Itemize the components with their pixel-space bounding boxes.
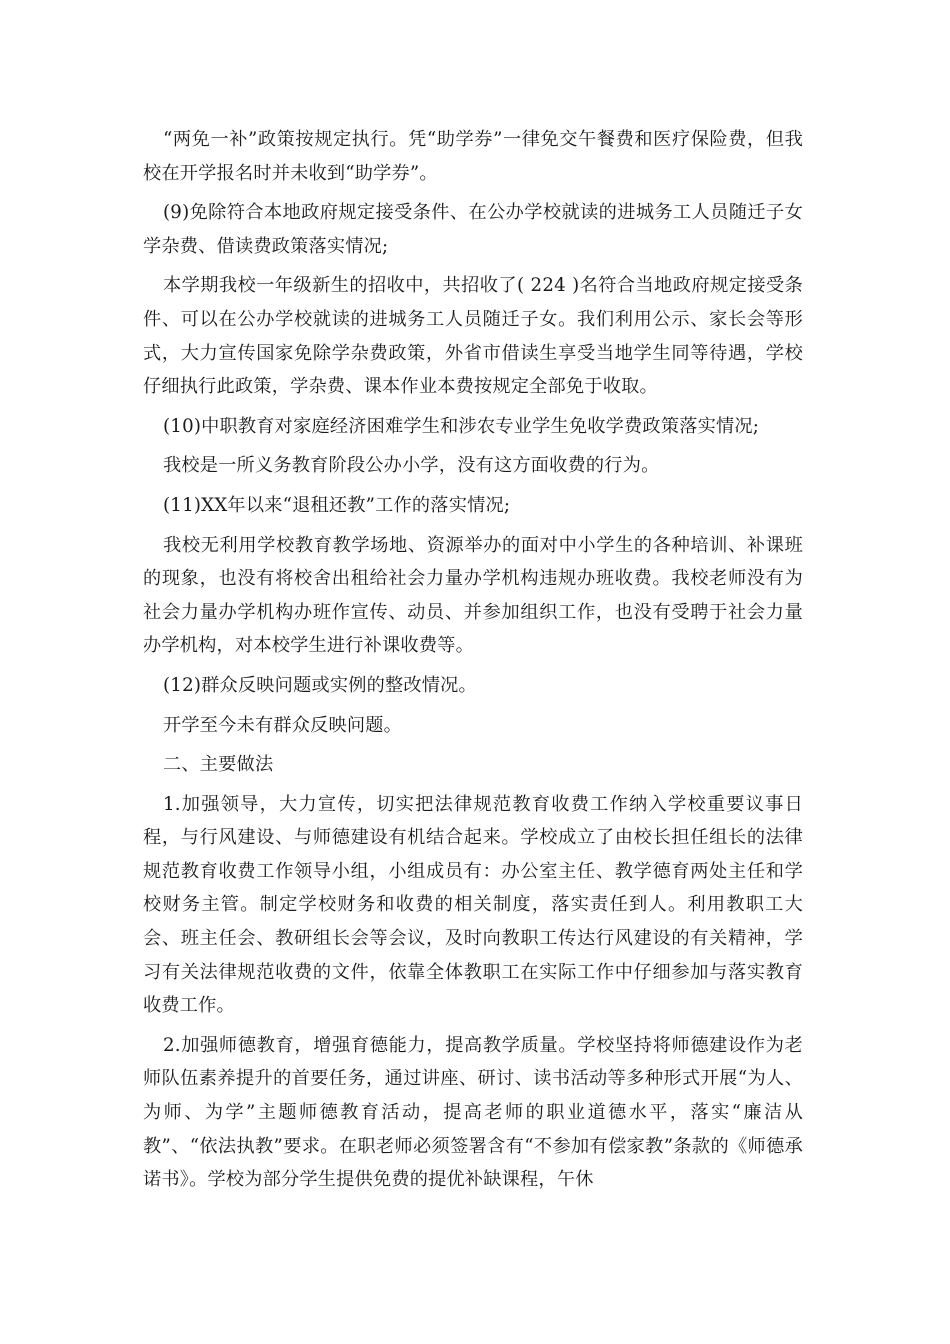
paragraph: (9)免除符合本地政府规定接受条件、在公办学校就读的进城务工人员随迁子女学杂费、借读费政策落实情况; bbox=[143, 202, 803, 257]
paragraph: (12)群众反映问题或实例的整改情况。 bbox=[163, 674, 477, 696]
section-heading: 二、主要做法 bbox=[163, 754, 274, 776]
paragraph: 我校是一所义务教育阶段公办小学，没有这方面收费的行为。 bbox=[163, 455, 660, 477]
paragraph: (11)XX年以来“退租还教”工作的落实情况; bbox=[163, 494, 511, 516]
paragraph: 1.加强领导，大力宣传，切实把法律规范教育收费工作纳入学校重要议事日程，与行风建设、与师德建设有机结合起来。学校成立了由校长担任组长的法律规范教育收费工作领导小组，小组成员有：办公室主任、教学德育两处主任和学校财务主管。制定学校财务和收费的相关制度，落实责任到人。利用教职工大会、班主任会、教研组长会等会议，及时向教职工传达行风建设的有关精神，学习有关法律规范收费的文件，依靠全体教职工在实际工作中仔细参加与落实教育收费工作。 bbox=[143, 793, 803, 1017]
paragraph: 2.加强师德教育，增强育德能力，提高教学质量。学校坚持将师德建设作为老师队伍素养提升的首要任务，通过讲座、研讨、读书活动等多种形式开展“为人、为师、为学”主题师德教育活动，提高老师的职业道德水平，落实“廉洁从教”、“依法执教”要求。在职老师必须签署含有“不参加有偿家教”条款的《师德承诺书》。学校为部分学生提供免费的提优补缺课程，午休 bbox=[143, 1034, 803, 1191]
paragraph: 我校无利用学校教育教学场地、资源举办的面对中小学生的各种培训、补课班的现象，也没有将校舍出租给社会力量办学机构违规办班收费。我校老师没有为社会力量办学机构办班作宣传、动员、并参加组织工作，也没有受聘于社会力量办学机构，对本校学生进行补课收费等。 bbox=[143, 534, 803, 657]
document-body bbox=[143, 123, 803, 1203]
paragraph: (10)中职教育对家庭经济困难学生和涉农专业学生免收学费政策落实情况; bbox=[163, 415, 760, 437]
paragraph: 开学至今未有群众反映问题。 bbox=[163, 714, 403, 736]
paragraph: “两免一补”政策按规定执行。凭“助学券”一律免交午餐费和医疗保险费，但我校在开学报名时并未收到“助学券”。 bbox=[143, 129, 803, 184]
paragraph: 本学期我校一年级新生的招收中，共招收了( 224 )名符合当地政府规定接受条件、可以在公办学校就读的进城务工人员随迁子女。我们利用公示、家长会等形式，大力宣传国家免除学杂费政策，外省市借读生享受当地学生同等待遇，学校仔细执行此政策，学杂费、课本作业本费按规定全部免于收取。 bbox=[143, 275, 803, 398]
